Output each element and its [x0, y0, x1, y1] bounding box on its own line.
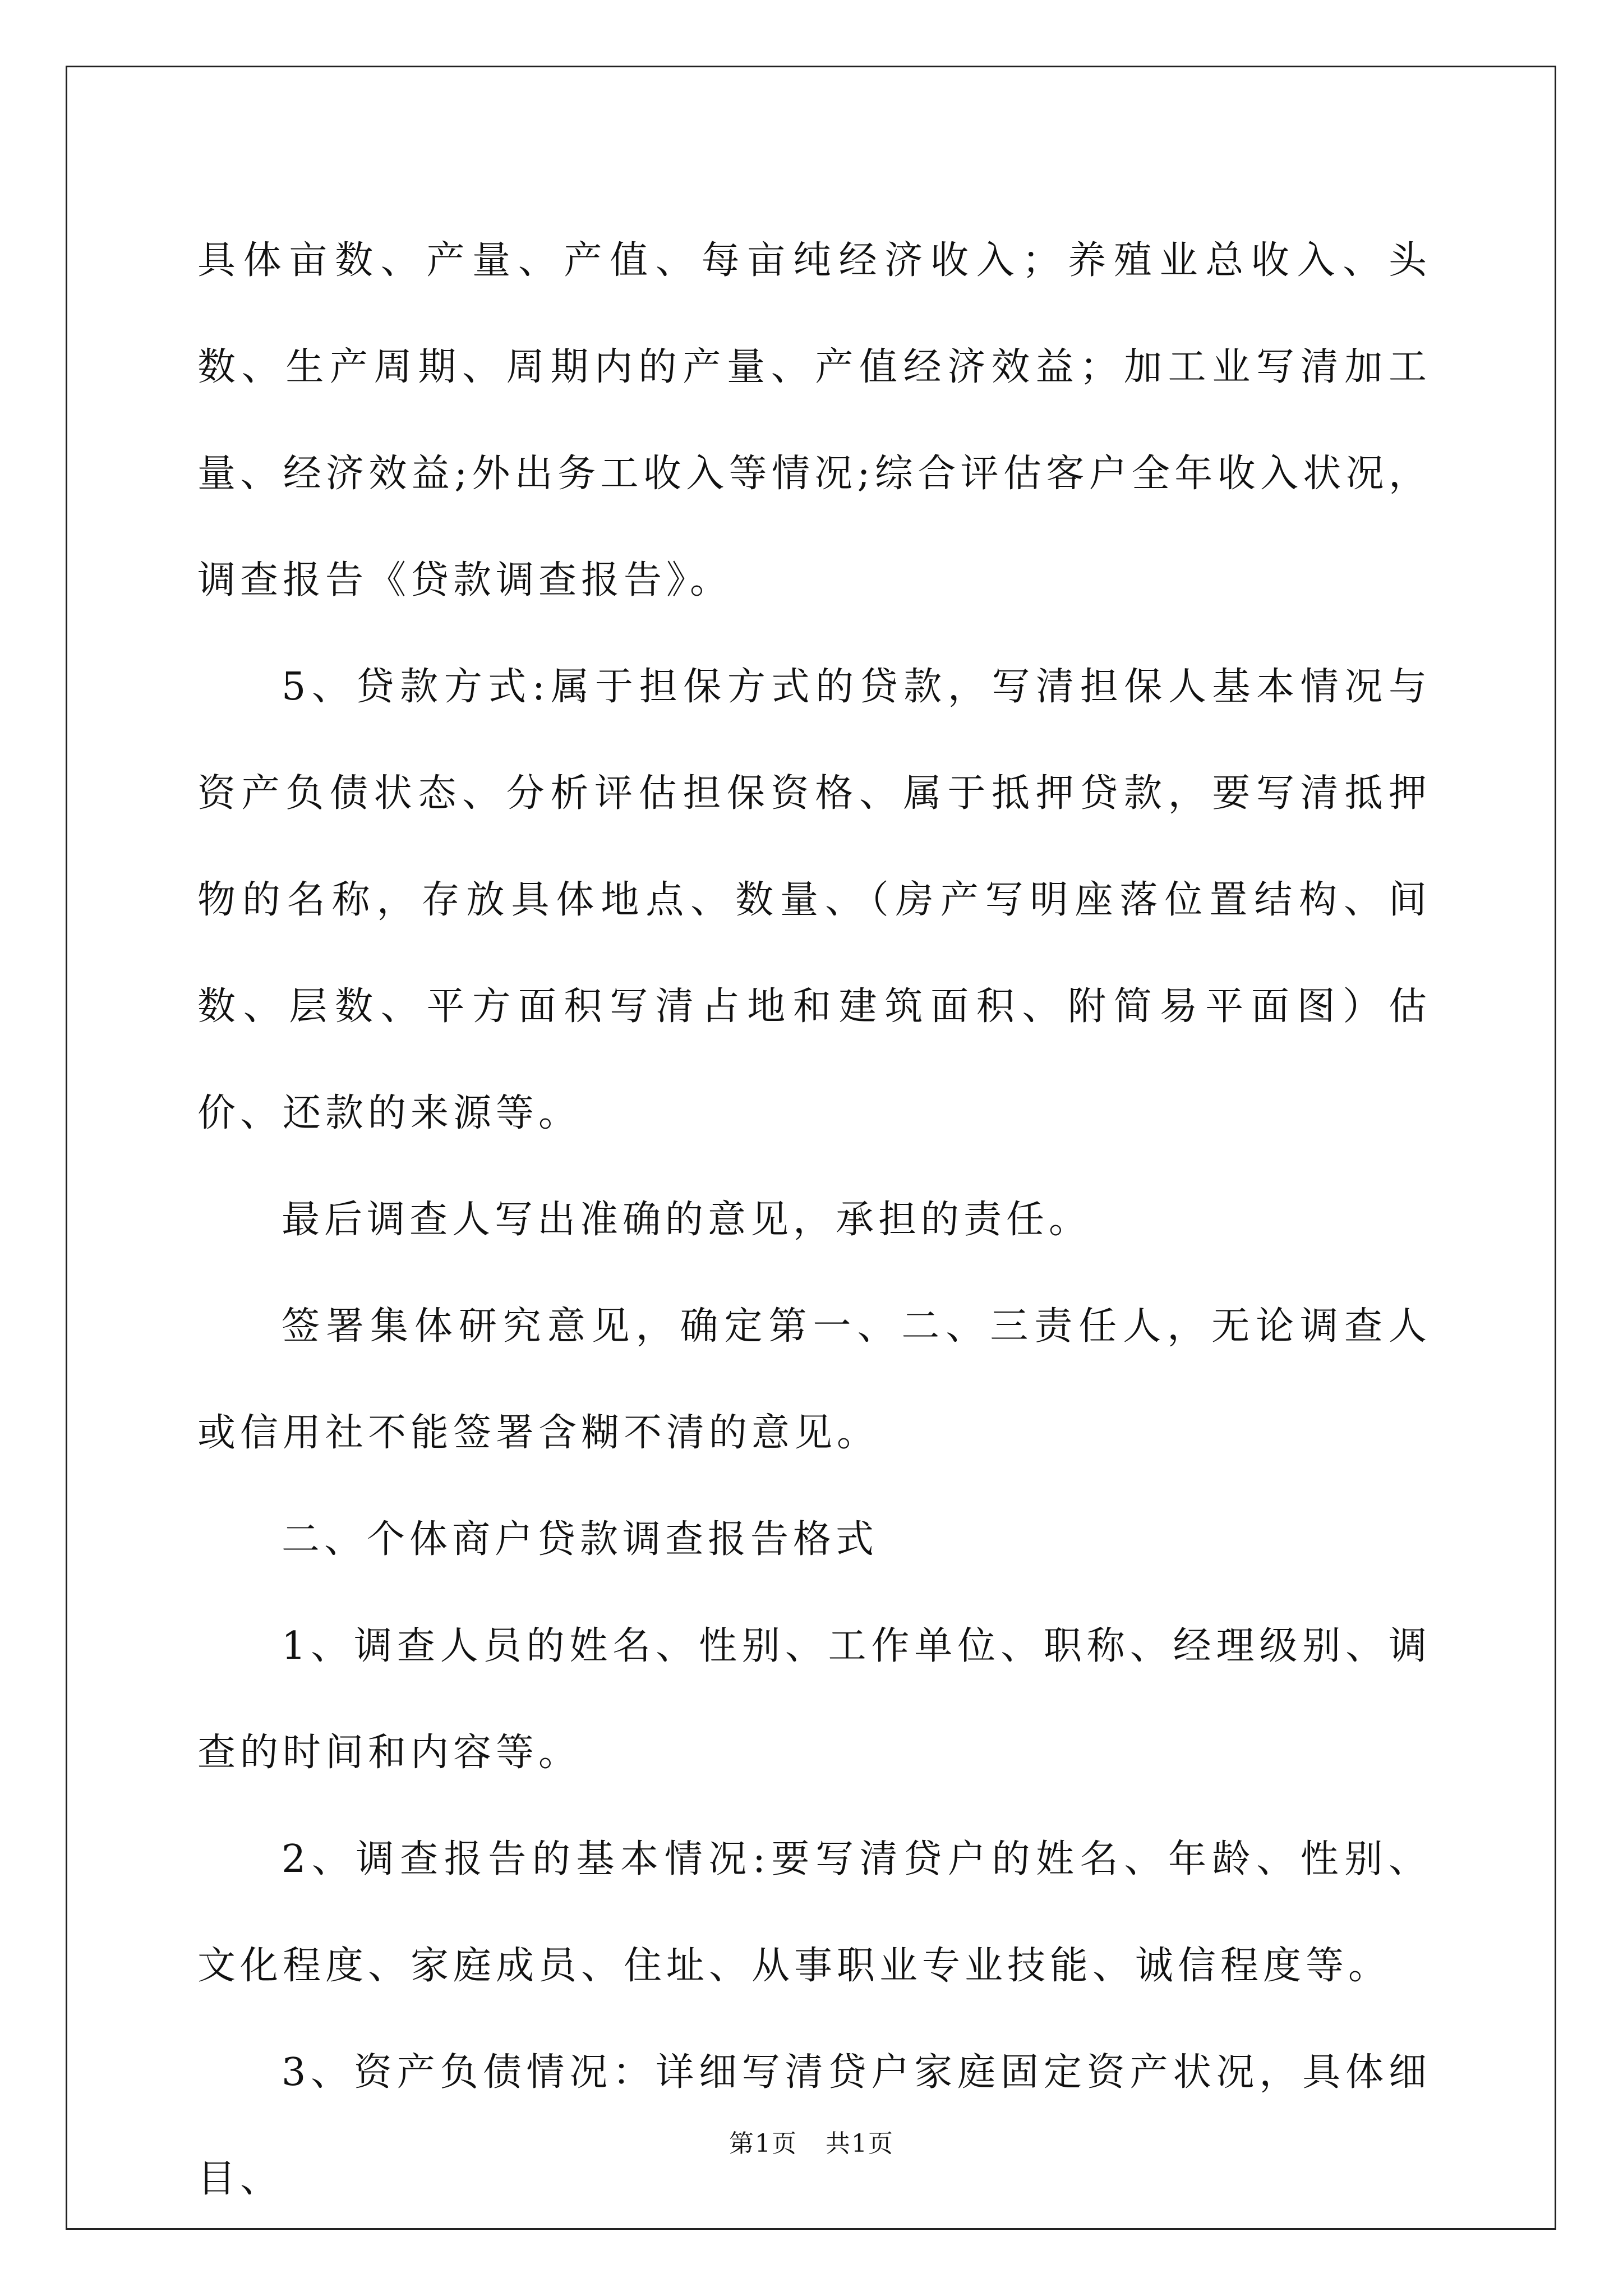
paragraph-collective-signature: 签署集体研究意见，确定第一、二、三责任人，无论调查人或信用社不能签署含糊不清的意见。 — [197, 1304, 1431, 1455]
document-body — [197, 208, 1431, 2233]
paragraph-investigator-opinion: 最后调查人写出准确的意见，承担的责任。 — [282, 1198, 1092, 1242]
paragraph-basic-situation: 2、调查报告的基本情况:要写清贷户的姓名、年龄、性别、文化程度、家庭成员、住址、从事职业专业技能、诚信程度等。 — [197, 1837, 1431, 1988]
paragraph-assets-liabilities: 3、资产负债情况：详细写清贷户家庭固定资产状况，具体细目、 — [197, 2050, 1431, 2201]
paragraph-loan-method: 5、贷款方式:属于担保方式的贷款，写清担保人基本情况与资产负债状态、分析评估担保资格、属于抵押贷款，要写清抵押物的名称，存放具体地点、数量、（房产写明座落位置结构、间数、层数、平方面积写清占地和建筑面积、附简易平面图）估价、还款的来源等。 — [197, 665, 1431, 1135]
section-heading-individual-merchant: 二、个体商户贷款调查报告格式 — [282, 1517, 879, 1562]
paragraph-investigator-info: 1、调查人员的姓名、性别、工作单位、职称、经理级别、调查的时间和内容等。 — [197, 1624, 1431, 1775]
paragraph-income-details: 具体亩数、产量、产值、每亩纯经济收入；养殖业总收入、头数、生产周期、周期内的产量、产值经济效益；加工业写清加工量、经济效益;外出务工收入等情况;综合评估客户全年收入状况，调查报告《贷款调查报告》。 — [197, 238, 1431, 602]
page-footer — [0, 2123, 1623, 2159]
page-total: 共1页 — [826, 2129, 894, 2158]
page-number: 第1页 — [729, 2129, 797, 2158]
